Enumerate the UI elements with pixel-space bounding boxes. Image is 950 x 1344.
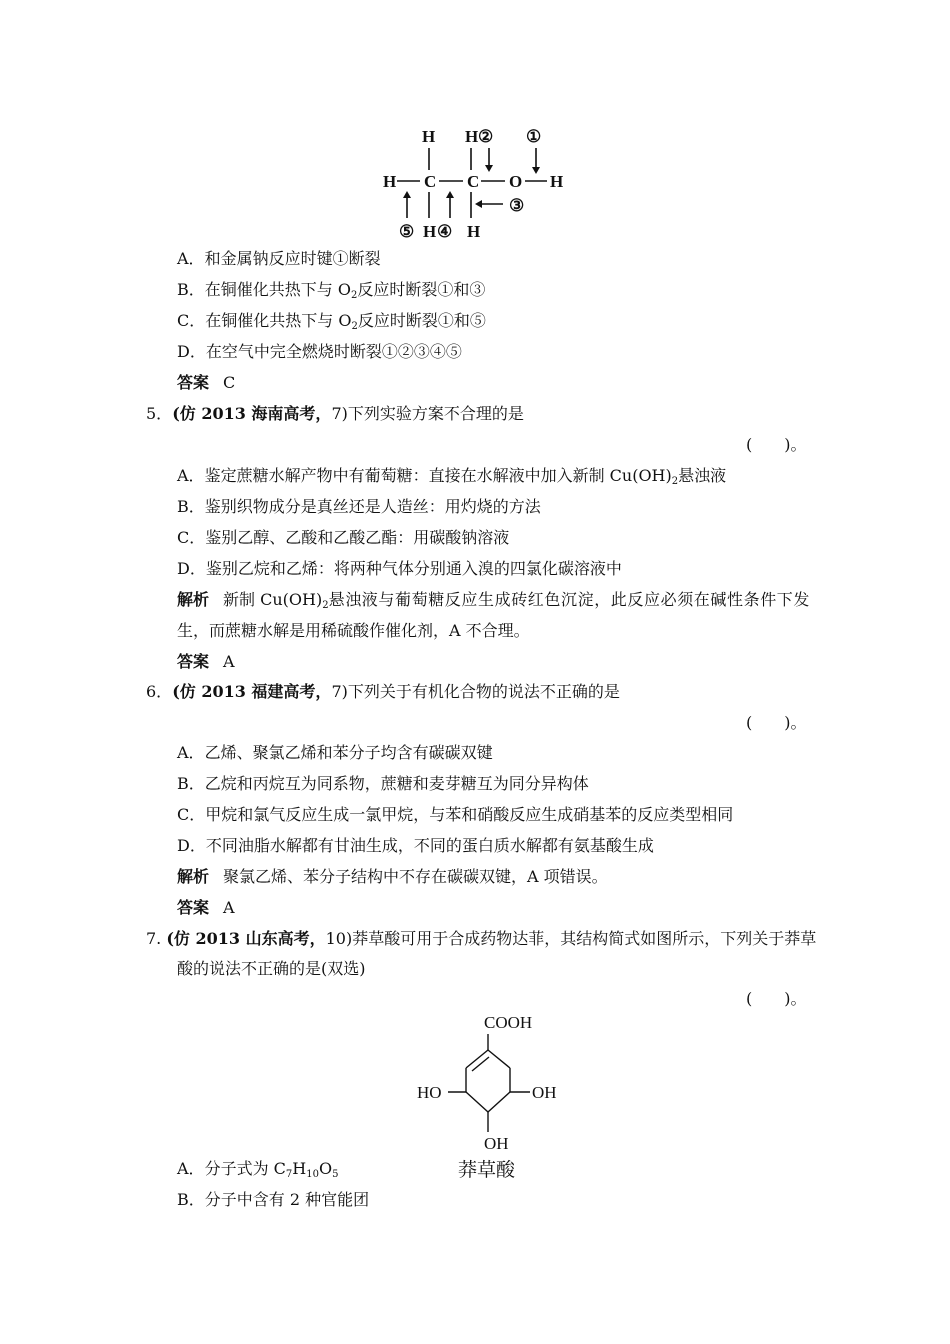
marker-2: ②: [478, 127, 494, 146]
q7-option-b: B．分子中含有 2 种官能团: [177, 1190, 370, 1209]
ho-left-label: HO: [417, 1083, 442, 1102]
atom-h-top-left: H: [422, 127, 436, 146]
atom-c1: C: [424, 172, 437, 191]
oh-right-label: OH: [532, 1083, 557, 1102]
q5-option-c: C．鉴别乙醇、乙酸和乙酸乙酯：用碳酸钠溶液: [177, 528, 510, 547]
arrowhead-5: [403, 191, 411, 198]
q6-answer-blank: ( )。: [746, 713, 807, 732]
marker-3: ③: [509, 196, 525, 215]
ring-bond-c3-c4: [488, 1092, 510, 1112]
q6-analysis: 解析 聚氯乙烯、苯分子结构中不存在碳碳双键，A 项错误。: [177, 867, 608, 886]
oh-bottom-label: OH: [484, 1134, 509, 1153]
q4-option-a: A．和金属钠反应时键①断裂: [177, 249, 381, 268]
marker-5: ⑤: [399, 222, 415, 241]
q4-option-d: D．在空气中完全燃烧时断裂①②③④⑤: [177, 342, 462, 361]
q6-stem: 6．(仿 2013 福建高考，7)下列关于有机化合物的说法不正确的是: [146, 682, 620, 701]
ethanol-structure-diagram: [375, 118, 575, 246]
arrowhead-2: [485, 165, 493, 172]
atom-h-bottom-left: H: [423, 222, 437, 241]
q5-analysis-line2: 生，而蔗糖水解是用稀硫酸作催化剂，A 不合理。: [177, 621, 530, 640]
shikimic-acid-structure: [410, 1008, 580, 1183]
marker-1: ①: [526, 127, 542, 146]
atom-h-left: H: [383, 172, 397, 191]
atom-h-top-right: H: [465, 127, 479, 146]
q4-option-c: C．在铜催化共热下与 $O_2$反应时断裂①和⑤: [177, 311, 486, 332]
q7-answer-blank: ( )。: [746, 989, 807, 1008]
atom-c2: C: [467, 172, 480, 191]
ring-bond-c6-c1: [466, 1050, 488, 1068]
q5-stem: 5．(仿 2013 海南高考，7)下列实验方案不合理的是: [146, 404, 524, 423]
ring-bond-c1-c2: [488, 1050, 510, 1068]
atom-h-right: H: [550, 172, 564, 191]
q5-answer: 答案 A: [177, 652, 235, 671]
structure-caption: 莽草酸: [458, 1160, 516, 1181]
q5-option-a: A．鉴定蔗糖水解产物中有葡萄糖：直接在水解液中加入新制 $Cu(OH)_2$悬浊液: [177, 466, 727, 487]
marker-4: ④: [437, 222, 453, 241]
q6-option-b: B．乙烷和丙烷互为同系物，蔗糖和麦芽糖互为同分异构体: [177, 774, 589, 793]
q5-analysis-line1: 解析 新制 $Cu(OH)_2$悬浊液与葡萄糖反应生成砖红色沉淀，此反应必须在碱性条件下发: [177, 590, 810, 611]
q6-option-c: C．甲烷和氯气反应生成一氯甲烷，与苯和硝酸反应生成硝基苯的反应类型相同: [177, 805, 734, 824]
arrowhead-3: [475, 200, 482, 208]
q6-option-d: D．不同油脂水解都有甘油生成，不同的蛋白质水解都有氨基酸生成: [177, 836, 654, 855]
q4-answer: 答案 C: [177, 373, 236, 392]
ring-double-bond: [472, 1057, 489, 1071]
ring-bond-c4-c5: [466, 1092, 488, 1112]
q4-option-b: B．在铜催化共热下与 $O_2$反应时断裂①和③: [177, 280, 486, 301]
atom-o: O: [509, 172, 523, 191]
q5-answer-blank: ( )。: [746, 435, 807, 454]
q5-option-d: D．鉴别乙烷和乙烯：将两种气体分别通入溴的四氯化碳溶液中: [177, 559, 622, 578]
q7-stem-line2: 酸的说法不正确的是(双选): [177, 959, 366, 978]
q7-stem-line1: 7. (仿 2013 山东高考，10)莽草酸可用于合成药物达菲，其结构简式如图所示，下列关于莽草: [146, 929, 817, 948]
q5-option-b: B．鉴别织物成分是真丝还是人造丝：用灼烧的方法: [177, 497, 541, 516]
cooh-label: COOH: [484, 1013, 533, 1032]
arrowhead-1: [532, 167, 540, 174]
atom-h-bottom-right: H: [467, 222, 481, 241]
arrowhead-4: [446, 191, 454, 198]
q7-option-a: A．分子式为 $C_7H_{10}O_5$: [177, 1159, 339, 1180]
q6-option-a: A．乙烯、聚氯乙烯和苯分子均含有碳碳双键: [177, 743, 493, 762]
q6-answer: 答案 A: [177, 898, 235, 917]
